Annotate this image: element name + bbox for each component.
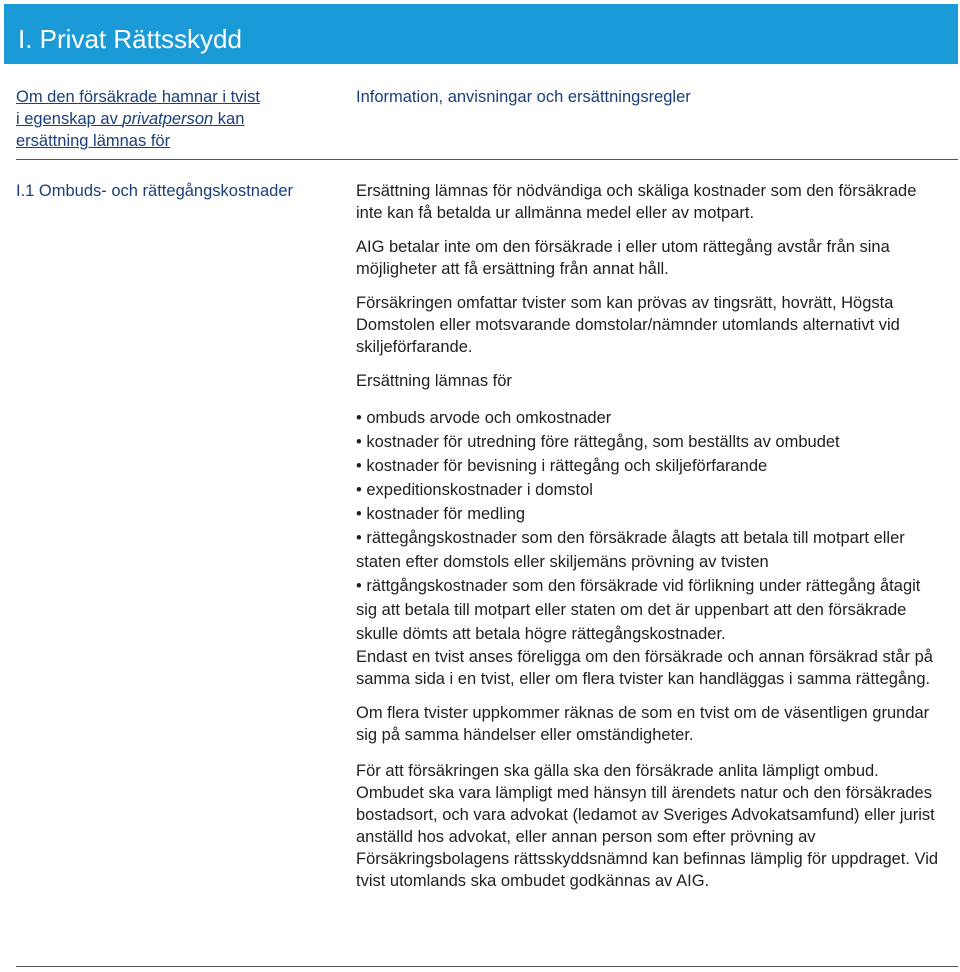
paragraph: För att försäkringen ska gälla ska den försäkrade anlita lämpligt ombud. Ombudet ska vara lämpligt med hänsyn till ärendets natur och den försäkrades bostadsort, och vara advokat (ledamot av Sveriges Advokatsamfund) eller jurist anställd hos advokat, eller annan person som efter prövning av Försäkringsbolagens rättsskyddsnämnd kan befinnas lämplig för uppdraget. Vid tvist utomlands ska ombudet godkännas av AIG. [356, 762, 939, 890]
paragraph: AIG betalar inte om den försäkrade i eller utom rättegång avstår från sina möjligheter att få ersättning från annat håll. [356, 238, 890, 278]
list-item: • expeditionskostnader i domstol [356, 481, 593, 499]
left-heading-line-3: ersättning lämnas för [16, 132, 171, 150]
paragraph: Ersättning lämnas för nödvändiga och skäliga kostnader som den försäkrade inte kan få betalda ur allmänna medel eller av motpart. [356, 182, 917, 222]
right-column-heading: Information, anvisningar och ersättningsregler [356, 88, 691, 106]
section-heading: I.1 Ombuds- och rättegångskostnader [16, 182, 293, 200]
list-item: • kostnader för utredning före rättegång, som beställts av ombudet [356, 433, 840, 451]
left-heading-line-2c: kan [213, 110, 245, 128]
title-banner [4, 4, 958, 64]
paragraph: Försäkringen omfattar tvister som kan prövas av tingsrätt, hovrätt, Högsta Domstolen eller motsvarande domstolar/nämnder utomlands alternativt vid skiljeförfarande. [356, 294, 900, 356]
left-heading-line-2a: i egenskap av [16, 110, 123, 128]
left-heading-line-1: Om den försäkrade hamnar i tvist [16, 88, 260, 106]
list-item: • rättegångskostnader som den försäkrade ålagts att betala till motpart eller staten efter domstols eller skiljemäns prövning av tvisten [356, 529, 905, 571]
list-item: • kostnader för bevisning i rättegång och skiljeförfarande [356, 457, 768, 475]
left-column-heading [16, 86, 284, 152]
list-item: • rättgångskostnader som den försäkrade vid förlikning under rättegång åtagit sig att betala till motpart eller staten om det är uppenbart att den försäkrade skulle dömts att betala högre rättegångskostnader. [356, 577, 921, 643]
section-content [356, 180, 946, 892]
list-item: • kostnader för medling [356, 505, 526, 523]
left-heading-line-2b: privatperson [122, 110, 214, 128]
coverage-list [356, 406, 946, 646]
list-item: • ombuds arvode och omkostnader [356, 409, 612, 427]
paragraph: Endast en tvist anses föreligga om den försäkrade och annan försäkrad står på samma sida i en tvist, eller om flera tvister kan handläggas i samma rättegång. [356, 648, 933, 688]
paragraph: Ersättning lämnas för [356, 372, 512, 390]
page-title: I. Privat Rättsskydd [18, 24, 242, 54]
paragraph: Om flera tvister uppkommer räknas de som en tvist om de väsentligen grundar sig på samma händelser eller omständigheter. [356, 704, 930, 744]
footer-divider [16, 966, 958, 967]
header-divider [16, 159, 958, 160]
